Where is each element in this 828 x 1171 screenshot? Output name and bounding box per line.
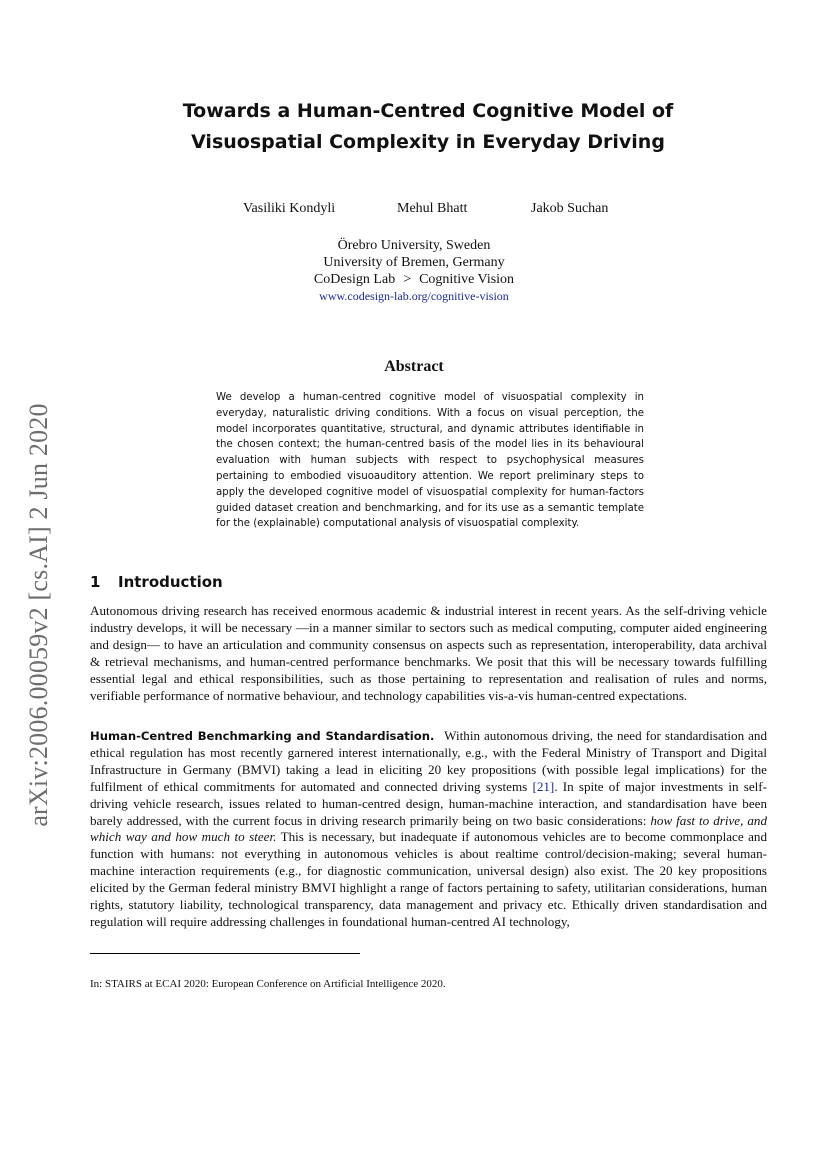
group-name: Cognitive Vision <box>419 272 515 287</box>
paragraph-text: . In spite of major investments in self-driving vehicle research, issues related to human-centred design, human-machine interaction, and standardisation have been barely addressed, with the current focus in driving research primarily being on two basic considerations: <box>90 778 767 828</box>
author-list <box>0 201 828 221</box>
citation-link[interactable]: [21] <box>532 778 555 794</box>
author-name: Jakob Suchan <box>531 201 609 216</box>
title-line-1: Towards a Human-Centred Cognitive Model of <box>182 100 674 122</box>
arxiv-identifier: arXiv:2006.00059v2 [cs.AI] 2 Jun 2020 <box>24 403 53 827</box>
author-name: Vasiliki Kondyli <box>243 201 336 216</box>
section-heading <box>90 573 223 591</box>
author-name: Mehul Bhatt <box>397 201 468 216</box>
title-line-2: Visuospatial Complexity in Everyday Driving <box>191 131 665 153</box>
lab-url-link[interactable]: www.codesign-lab.org/cognitive-vision <box>319 289 509 303</box>
lab-name: CoDesign Lab <box>313 272 396 287</box>
abstract-text: We develop a human-centred cognitive model of visuospatial complexity in everyday, naturalistic driving conditions. With a focus on visual perception, the model incorporates quantitative, structural, and dynamic attributes identifiable in the chosen context; the human-centred basis of the model lies in its behavioural evaluation with human subjects with respect to psychophysical measures pertaining to embodied visuoauditory attention. We report preliminary steps to apply the developed cognitive model of visuospatial complexity for human-factors guided dataset creation and benchmarking, and for its use as a semantic template for the (explainable) computational analysis of visuospatial complexity. <box>216 392 644 530</box>
paragraph-runin-heading: Human-Centred Benchmarking and Standardisation. <box>90 729 435 743</box>
section-number: 1 <box>90 573 101 591</box>
footnote-text: In: STAIRS at ECAI 2020: European Conference on Artificial Intelligence 2020. <box>90 978 446 990</box>
intro-paragraph-1: Autonomous driving research has received enormous academic & industrial interest in recent years. As the self-driving vehicle industry develops, it will be necessary —in a manner similar to sectors such as medical computing, computer aided engineering and design— to have an articulation and community consensus on aspects such as representation, interoperability, data archival & retrieval mechanisms, and human-centred performance benchmarks. We posit that this will be necessary towards fulfilling essential legal and ethical responsibilities, such as those pertaining to representation and realisation of rules and norms, verifiable performance of normative behaviour, and technology capabilities vis-a-vis human-centred expectations. <box>90 603 767 703</box>
paragraph-text: This is necessary, but inadequate if autonomous vehicles are to become commonplace and function with humans: not everything in autonomous vehicles is about realtime control/decision-making; several human-machine interaction requirements (e.g., for diagnostic communication, universal design) also exist. The 20 key propositions elicited by the German federal ministry BMVI highlight a range of factors pertaining to safety, utilitarian considerations, human rights, statutory liability, technological transparency, data management and privacy etc. Ethically driven standardisation and regulation will require addressing challenges in foundational human-centred AI technology, <box>90 829 768 929</box>
affiliation-line: University of Bremen, Germany <box>323 255 505 270</box>
intro-paragraph-2 <box>90 728 767 931</box>
affiliations <box>0 237 828 305</box>
lab-separator: > <box>403 272 412 287</box>
affiliation-lab-line <box>0 271 828 288</box>
section-title: Introduction <box>118 573 223 591</box>
arxiv-sidebar-stamp <box>14 385 64 845</box>
abstract-heading: Abstract <box>384 358 444 375</box>
paper-title <box>100 96 756 158</box>
affiliation-line: Örebro University, Sweden <box>337 238 491 253</box>
footnote-rule <box>90 953 360 954</box>
paragraph-emphasis: how fast to drive, and which way and how much to steer. <box>90 812 768 845</box>
paragraph-text: Within autonomous driving, the need for standardisation and ethical regulation has most recently garnered interest internationally, e.g., with the Federal Ministry of Transport and Digital Infrastructure in Germany (BMVI) taking a lead in eliciting 20 key propositions (with possible legal implications) for the fulfilment of ethical commitments for automated and connected driving systems <box>90 728 767 794</box>
